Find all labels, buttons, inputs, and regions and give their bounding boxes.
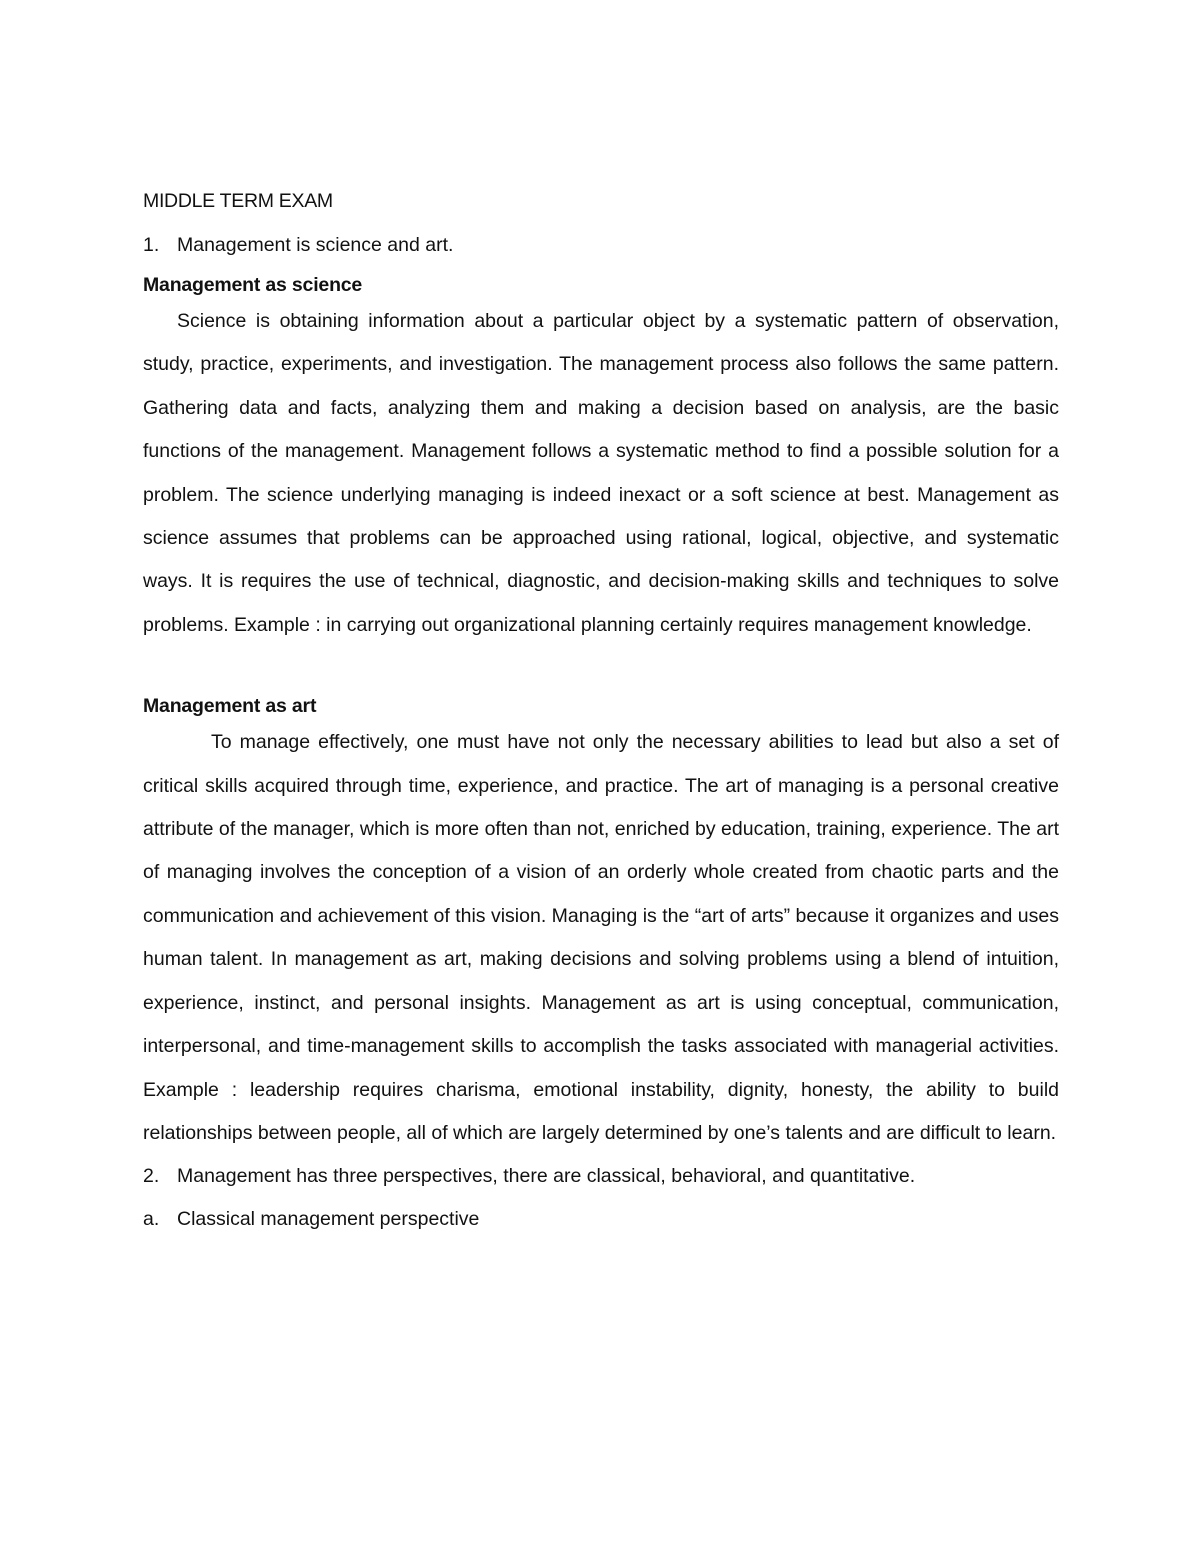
question-2a (143, 1198, 1059, 1241)
science-paragraph: Science is obtaining information about a particular object by a systematic pattern of observation, study, practice, experiments, and investigation. The management process also follows the same pattern. Gathering data and facts, analyzing them and making a decision based on analysis, are the basic functions of the management. Management follows a systematic method to find a possible solution for a problem. The science underlying managing is indeed inexact or a soft science at best. Management as science assumes that problems can be approached using rational, logical, objective, and systematic ways. It is requires the use of technical, diagnostic, and decision-making skills and techniques to solve problems. Example : in carrying out organizational planning certainly requires management knowledge. (143, 310, 1059, 636)
question-2a-letter: a. (143, 1208, 160, 1231)
science-heading: Management as science (143, 274, 363, 296)
document-body (143, 186, 1059, 1241)
question-2 (143, 1155, 1059, 1198)
question-1 (143, 230, 1059, 260)
question-2-text: Management has three perspectives, there are classical, behavioral, and quantitative. (177, 1165, 916, 1188)
spacer (143, 647, 1059, 677)
art-heading: Management as art (143, 695, 317, 718)
exam-title: MIDDLE TERM EXAM (143, 190, 333, 212)
question-1-text: Management is science and art. (177, 234, 454, 256)
question-1-number: 1. (143, 234, 160, 256)
art-paragraph: To manage effectively, one must have not only the necessary abilities to lead but also a set of critical skills acquired through time, experience, and practice. The art of managing is a personal creative attribute of the manager, which is more often than not, enriched by education, training, experience. The art of managing involves the conception of a vision of an orderly whole created from chaotic parts and the communication and achievement of this vision. Managing is the “art of arts” because it organizes and uses human talent. In management as art, making decisions and solving problems using a blend of intuition, experience, instinct, and personal insights. Management as art is using conceptual, communication, interpersonal, and time-management skills to accomplish the tasks associated with managerial activities. Example : leadership requires charisma, emotional instability, dignity, honesty, the ability to build relationships between people, all of which are largely determined by one’s talents and are difficult to learn. (143, 731, 1059, 1144)
question-2-number: 2. (143, 1165, 160, 1188)
question-2a-text: Classical management perspective (177, 1208, 480, 1231)
